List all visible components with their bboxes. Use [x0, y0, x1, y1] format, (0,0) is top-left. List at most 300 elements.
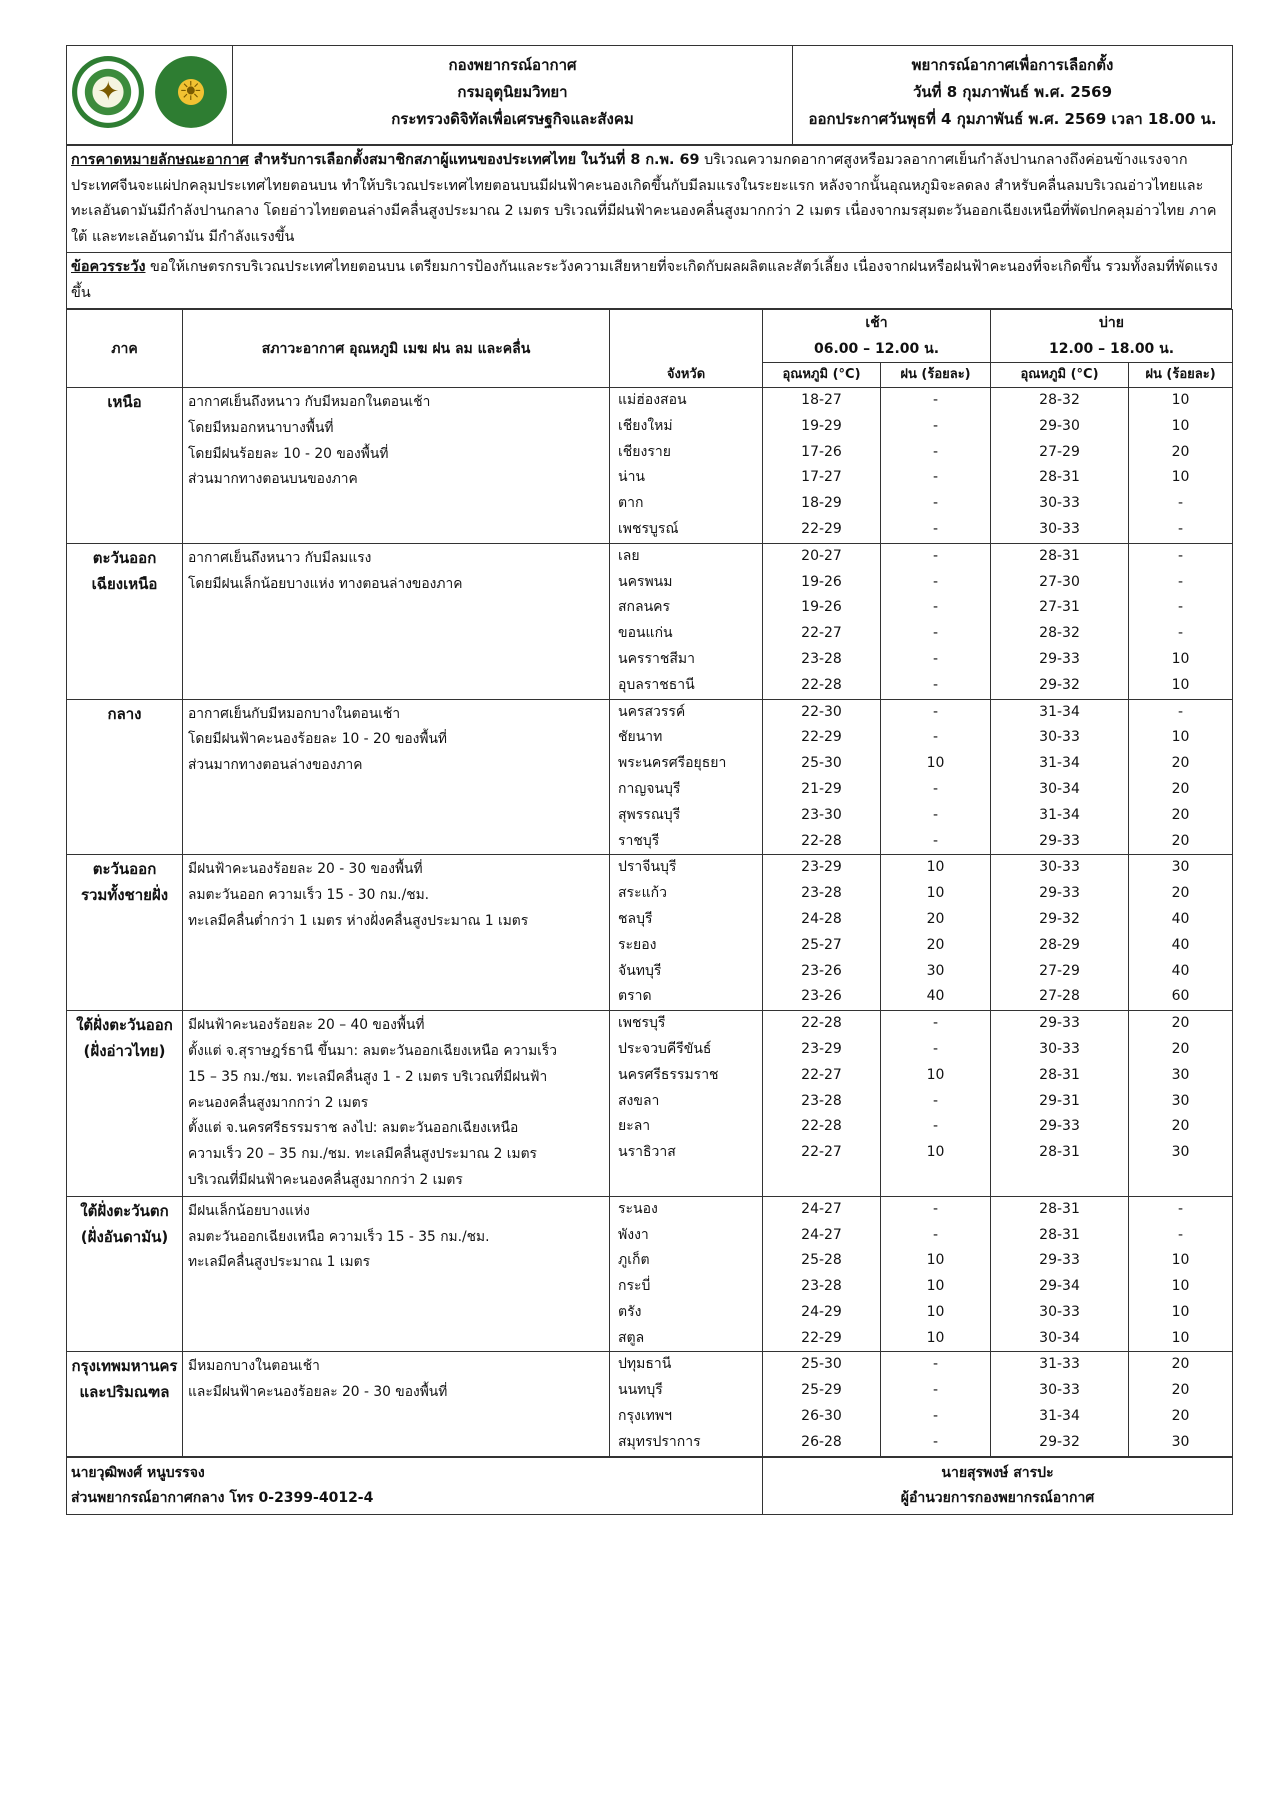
province-cell: [610, 1196, 763, 1352]
table-cell: 24-27: [801, 1226, 842, 1243]
region-row: [67, 855, 1233, 1011]
table-cell: -: [932, 417, 939, 434]
table-cell: 10: [1171, 469, 1190, 486]
table-cell: -: [932, 1433, 939, 1450]
table-cell: 10: [1171, 1278, 1190, 1295]
table-cell: 25-30: [801, 755, 842, 772]
region-name: ตะวันออก: [92, 860, 157, 879]
afternoon-temp-cell: [991, 699, 1129, 855]
caution-paragraph: [67, 253, 1232, 309]
condition-line: ตั้งแต่ จ.นครศรีธรรมราช ลงไป: ลมตะวันออกเฉียงเหนือ: [188, 1120, 519, 1137]
table-cell: -: [932, 599, 939, 616]
afternoon-rain-cell: [1129, 1352, 1233, 1456]
province-cell: [610, 855, 763, 1011]
table-cell: นครราชสีมา: [618, 650, 695, 667]
table-cell: -: [932, 1200, 939, 1217]
table-cell: 20: [1171, 1118, 1190, 1135]
region-name: และปริมณฑล: [79, 1383, 170, 1402]
table-cell: 20: [1171, 1408, 1190, 1425]
table-cell: 30: [1171, 1066, 1190, 1083]
forecast-paragraph: [67, 146, 1232, 253]
table-cell: 10: [926, 1252, 945, 1269]
table-cell: 30-33: [1039, 1040, 1080, 1057]
table-cell: 26-30: [801, 1408, 842, 1425]
afternoon-temp-cell: [991, 1352, 1129, 1456]
table-cell: 29-32: [1039, 910, 1080, 927]
table-cell: 10: [1171, 392, 1190, 408]
table-cell: -: [932, 1226, 939, 1243]
table-cell: ตรัง: [618, 1303, 642, 1320]
table-cell: 40: [926, 988, 945, 1005]
footer-contact: ส่วนพยากรณ์อากาศกลาง โทร 0-2399-4012-4: [71, 1489, 374, 1506]
table-cell: 31-34: [1039, 1408, 1080, 1425]
table-cell: 20: [1171, 885, 1190, 902]
table-cell: 28-32: [1039, 625, 1080, 642]
table-cell: 28-31: [1039, 547, 1080, 564]
table-cell: สกลนคร: [618, 599, 671, 616]
table-cell: 17-26: [801, 443, 842, 460]
table-cell: 30-34: [1039, 780, 1080, 797]
table-cell: 31-34: [1039, 703, 1080, 720]
doc-issued: ออกประกาศวันพุธที่ 4 กุมภาพันธ์ พ.ศ. 2569 เวลา 18.00 น.: [808, 110, 1217, 128]
col-morning: [763, 310, 991, 363]
table-cell: 29-33: [1039, 885, 1080, 902]
table-cell: สตูล: [618, 1329, 645, 1346]
footer-right: [763, 1457, 1233, 1514]
table-cell: ปทุมธานี: [618, 1356, 672, 1373]
table-cell: 28-31: [1039, 469, 1080, 486]
region-row: [67, 543, 1233, 699]
header-table: [66, 45, 1233, 145]
morning-rain-cell: [881, 1011, 991, 1197]
table-cell: ระยอง: [618, 936, 657, 953]
table-cell: -: [1177, 703, 1184, 720]
table-cell: 25-29: [801, 1382, 842, 1399]
table-cell: ขอนแก่น: [618, 625, 673, 642]
table-cell: -: [1177, 599, 1184, 616]
table-cell: -: [932, 703, 939, 720]
table-cell: 19-26: [801, 599, 842, 616]
table-cell: เพชรบูรณ์: [618, 520, 679, 537]
table-cell: -: [932, 573, 939, 590]
col-morning-temp: อุณหภูมิ (°C): [763, 363, 881, 388]
condition-cell: [183, 388, 610, 544]
footer-author: นายวุฒิพงศ์ หนูบรรจง: [71, 1464, 205, 1481]
table-cell: ชลบุรี: [618, 910, 653, 927]
morning-time: 06.00 – 12.00 น.: [813, 341, 940, 357]
region-name: ใต้ฝั่งตะวันออก: [76, 1016, 173, 1035]
table-cell: 31-33: [1039, 1356, 1080, 1373]
table-cell: 28-29: [1039, 936, 1080, 953]
condition-line: มีหมอกบางในตอนเช้า: [188, 1358, 320, 1375]
table-cell: 22-27: [801, 1066, 842, 1083]
col-afternoon-rain: ฝน (ร้อยละ): [1129, 363, 1233, 388]
table-cell: 31-34: [1039, 755, 1080, 772]
morning-rain-cell: [881, 388, 991, 544]
table-cell: -: [1177, 1200, 1184, 1217]
morning-rain-cell: [881, 699, 991, 855]
table-cell: -: [932, 1092, 939, 1109]
table-cell: 10: [1171, 417, 1190, 434]
forecast-lead: สำหรับการเลือกตั้งสมาชิกสภาผู้แทนของประเทศไทย ในวันที่ 8 ก.พ. 69: [248, 152, 700, 168]
region-row: [67, 1196, 1233, 1352]
table-cell: 29-33: [1039, 1015, 1080, 1032]
table-cell: 10: [926, 859, 945, 876]
morning-temp-cell: [763, 1352, 881, 1456]
table-cell: 20-27: [801, 547, 842, 564]
afternoon-temp-cell: [991, 855, 1129, 1011]
table-cell: 24-28: [801, 910, 842, 927]
table-cell: กาญจนบุรี: [618, 780, 681, 797]
condition-line: ทะเลมีคลื่นสูงประมาณ 1 เมตร: [188, 1254, 370, 1271]
table-cell: สระแก้ว: [618, 885, 667, 902]
morning-label: เช้า: [865, 315, 888, 331]
table-cell: -: [932, 832, 939, 849]
footer-director: นายสุรพงษ์ สารปะ: [941, 1464, 1054, 1481]
region-cell: [67, 1011, 183, 1197]
table-cell: 20: [1171, 1356, 1190, 1373]
table-cell: แม่ฮ่องสอน: [618, 392, 687, 408]
table-cell: 29-33: [1039, 832, 1080, 849]
afternoon-rain-cell: [1129, 1196, 1233, 1352]
table-cell: 10: [1171, 729, 1190, 746]
table-cell: -: [932, 392, 939, 408]
table-cell: 10: [926, 1278, 945, 1295]
table-cell: 30: [1171, 859, 1190, 876]
table-cell: 20: [926, 910, 945, 927]
org-header: [233, 46, 793, 145]
table-cell: 10: [1171, 1329, 1190, 1346]
table-cell: -: [1177, 495, 1184, 512]
province-cell: [610, 699, 763, 855]
table-cell: -: [932, 729, 939, 746]
table-cell: 29-33: [1039, 1252, 1080, 1269]
caution-label: ข้อควรระวัง: [71, 259, 146, 275]
condition-line: อากาศเย็นถึงหนาว กับมีหมอกในตอนเช้า: [188, 394, 431, 410]
region-name: (ฝั่งอันดามัน): [80, 1227, 169, 1246]
table-cell: ปราจีนบุรี: [618, 859, 677, 876]
region-cell: [67, 388, 183, 544]
table-cell: 24-27: [801, 1200, 842, 1217]
table-cell: 28-31: [1039, 1144, 1080, 1161]
table-cell: 10: [926, 1144, 945, 1161]
table-cell: 10: [1171, 676, 1190, 693]
region-name: (ฝั่งอ่าวไทย): [83, 1041, 166, 1060]
table-cell: 30-33: [1039, 859, 1080, 876]
table-cell: 29-30: [1039, 417, 1080, 434]
table-cell: 28-32: [1039, 392, 1080, 408]
table-cell: 30-33: [1039, 1382, 1080, 1399]
condition-line: ส่วนมากทางตอนล่างของภาค: [188, 757, 363, 774]
condition-line: มีฝนฟ้าคะนองร้อยละ 20 - 30 ของพื้นที่: [188, 861, 423, 878]
table-cell: 20: [1171, 1040, 1190, 1057]
table-cell: ตาก: [618, 495, 644, 512]
table-cell: 27-29: [1039, 443, 1080, 460]
table-cell: พระนครศรีอยุธยา: [618, 755, 727, 772]
table-cell: นนทบุรี: [618, 1382, 663, 1399]
region-name: ตะวันออก: [92, 548, 157, 567]
afternoon-temp-cell: [991, 388, 1129, 544]
table-cell: 22-28: [801, 1118, 842, 1135]
table-cell: 22-27: [801, 1144, 842, 1161]
forecast-label: การคาดหมายลักษณะอากาศ: [71, 152, 249, 168]
condition-cell: [183, 1011, 610, 1197]
region-row: [67, 699, 1233, 855]
morning-rain-cell: [881, 543, 991, 699]
table-cell: 30: [1171, 1433, 1190, 1450]
table-cell: 30: [926, 962, 945, 979]
table-cell: 10: [926, 1303, 945, 1320]
afternoon-label: บ่าย: [1099, 315, 1124, 331]
col-region: ภาค: [67, 310, 183, 388]
table-cell: 25-28: [801, 1252, 842, 1269]
caution-text: ขอให้เกษตรกรบริเวณประเทศไทยตอนบน เตรียมการป้องกันและระวังความเสียหายที่จะเกิดกับผลผลิตและสัตว์เลี้ยง เนื่องจากฝนหรือฝนฟ้าคะนองที่จะเกิดขึ้น รวมทั้งลมที่พัดแรงขึ้น: [71, 259, 1218, 301]
table-cell: ชัยนาท: [618, 729, 663, 746]
table-cell: นครพนม: [618, 573, 673, 590]
table-cell: 26-28: [801, 1433, 842, 1450]
footer-left: [67, 1457, 763, 1514]
table-cell: 20: [926, 936, 945, 953]
table-cell: -: [932, 625, 939, 642]
table-cell: 40: [1171, 910, 1190, 927]
table-cell: น่าน: [618, 469, 646, 486]
morning-temp-cell: [763, 1196, 881, 1352]
morning-temp-cell: [763, 855, 881, 1011]
afternoon-time: 12.00 – 18.00 น.: [1048, 341, 1175, 357]
weather-table: [66, 309, 1233, 1457]
province-cell: [610, 543, 763, 699]
table-cell: 10: [926, 885, 945, 902]
table-cell: -: [932, 547, 939, 564]
table-cell: 20: [1171, 1382, 1190, 1399]
afternoon-rain-cell: [1129, 543, 1233, 699]
condition-line: ทะเลมีคลื่นต่ำกว่า 1 เมตร ห่างฝั่งคลื่นสูงประมาณ 1 เมตร: [188, 912, 529, 929]
forecast-table: [66, 145, 1232, 309]
table-cell: 29-33: [1039, 650, 1080, 667]
condition-line: ตั้งแต่ จ.สุราษฎร์ธานี ขึ้นมา: ลมตะวันออกเฉียงเหนือ ความเร็ว: [188, 1042, 558, 1059]
table-cell: 22-29: [801, 1329, 842, 1346]
footer-director-title: ผู้อำนวยการกองพยากรณ์อากาศ: [900, 1489, 1095, 1506]
table-cell: 24-29: [801, 1303, 842, 1320]
morning-temp-cell: [763, 543, 881, 699]
condition-line: ลมตะวันออก ความเร็ว 15 - 30 กม./ชม.: [188, 887, 430, 904]
region-name: ใต้ฝั่งตะวันตก: [80, 1201, 169, 1220]
condition-line: มีฝนเล็กน้อยบางแห่ง: [188, 1202, 310, 1219]
col-condition: สภาวะอากาศ อุณหภูมิ เมฆ ฝน ลม และคลื่น: [183, 310, 610, 388]
org-line: กระทรวงดิจิทัลเพื่อเศรษฐกิจและสังคม: [391, 110, 634, 128]
table-cell: 27-31: [1039, 599, 1080, 616]
table-cell: 22-30: [801, 703, 842, 720]
table-cell: 10: [926, 1329, 945, 1346]
col-province-top: [610, 310, 763, 363]
table-cell: ราชบุรี: [618, 832, 660, 849]
table-cell: 20: [1171, 755, 1190, 772]
region-row: [67, 1352, 1233, 1456]
table-cell: -: [932, 676, 939, 693]
table-cell: -: [1177, 625, 1184, 642]
table-cell: 29-34: [1039, 1278, 1080, 1295]
table-cell: 29-33: [1039, 1118, 1080, 1135]
table-cell: นครสวรรค์: [618, 703, 686, 720]
table-cell: -: [932, 1408, 939, 1425]
condition-line: อากาศเย็นกับมีหมอกบางในตอนเช้า: [188, 705, 401, 722]
table-cell: -: [932, 1015, 939, 1032]
morning-rain-cell: [881, 1352, 991, 1456]
table-cell: กรุงเทพฯ: [618, 1408, 672, 1425]
table-cell: 23-26: [801, 962, 842, 979]
region-name: เฉียงเหนือ: [91, 574, 158, 593]
table-cell: 25-27: [801, 936, 842, 953]
table-cell: -: [932, 1118, 939, 1135]
table-cell: สมุทรปราการ: [618, 1433, 701, 1450]
table-cell: 18-27: [801, 392, 842, 408]
afternoon-rain-cell: [1129, 855, 1233, 1011]
morning-temp-cell: [763, 1011, 881, 1197]
table-cell: 17-27: [801, 469, 842, 486]
table-cell: 22-29: [801, 520, 842, 537]
table-cell: 18-29: [801, 495, 842, 512]
table-cell: เชียงราย: [618, 443, 671, 460]
table-cell: สุพรรณบุรี: [618, 806, 681, 823]
forecast-text: บริเวณความกดอากาศสูงหรือมวลอากาศเย็นกำลังปานกลางถึงค่อนข้างแรงจากประเทศจีนจะแผ่ปกคลุมประเทศไทยตอนบน ทำให้บริเวณประเทศไทยตอนบนมีฝนฟ้าคะนองเกิดขึ้นกับมีลมแรงในระยะแรก หลังจากนั้นอุณหภูมิจะลดลง สำหรับคลื่นลมบริเวณอ่าวไทยและทะเลอันดามันมีกำลังปานกลาง โดยอ่าวไทยตอนล่างมีคลื่นสูงประมาณ 2 เมตร บริเวณที่มีฝนฟ้าคะนองคลื่นสูงมากกว่า 2 เมตร เนื่องจากมรสุมตะวันออกเฉียงเหนือที่พัดปกคลุมอ่าวไทย ภาคใต้ และทะเลอันดามัน มีกำลังแรงขึ้น: [71, 152, 1217, 245]
table-cell: 10: [926, 755, 945, 772]
afternoon-rain-cell: [1129, 699, 1233, 855]
condition-line: โดยมีฝนร้อยละ 10 - 20 ของพื้นที่: [188, 445, 389, 462]
condition-line: โดยมีหมอกหนาบางพื้นที่: [188, 419, 334, 436]
condition-line: ลมตะวันออกเฉียงเหนือ ความเร็ว 15 - 35 กม./ชม.: [188, 1228, 490, 1245]
table-cell: 30-33: [1039, 1303, 1080, 1320]
condition-cell: [183, 543, 610, 699]
condition-cell: [183, 1352, 610, 1456]
table-cell: 60: [1171, 988, 1190, 1005]
condition-line: โดยมีฝนฟ้าคะนองร้อยละ 10 - 20 ของพื้นที่: [188, 731, 448, 748]
afternoon-rain-cell: [1129, 388, 1233, 544]
region-row: [67, 388, 1233, 544]
morning-temp-cell: [763, 699, 881, 855]
region-cell: [67, 699, 183, 855]
table-cell: ภูเก็ต: [618, 1252, 650, 1269]
table-cell: 22-28: [801, 832, 842, 849]
province-cell: [610, 1352, 763, 1456]
table-cell: 29-32: [1039, 1433, 1080, 1450]
table-cell: 28-31: [1039, 1066, 1080, 1083]
region-row: [67, 1011, 1233, 1197]
col-province: จังหวัด: [610, 363, 763, 388]
col-morning-rain: ฝน (ร้อยละ): [881, 363, 991, 388]
table-cell: 23-28: [801, 650, 842, 667]
region-name: กลาง: [107, 704, 142, 723]
table-cell: 20: [1171, 443, 1190, 460]
doc-header: [793, 46, 1233, 145]
table-cell: 23-30: [801, 806, 842, 823]
table-cell: 29-31: [1039, 1092, 1080, 1109]
col-afternoon: [991, 310, 1233, 363]
condition-line: มีฝนฟ้าคะนองร้อยละ 20 – 40 ของพื้นที่: [188, 1017, 425, 1034]
tmd-seal-icon: ☀: [155, 56, 227, 128]
table-cell: 30: [1171, 1144, 1190, 1161]
table-cell: 20: [1171, 832, 1190, 849]
table-cell: -: [1177, 520, 1184, 537]
table-cell: นครศรีธรรมราช: [618, 1066, 719, 1083]
table-cell: 22-29: [801, 729, 842, 746]
doc-date: วันที่ 8 กุมภาพันธ์ พ.ศ. 2569: [912, 83, 1113, 101]
table-cell: 20: [1171, 806, 1190, 823]
table-cell: 27-30: [1039, 573, 1080, 590]
table-cell: เพชรบุรี: [618, 1015, 666, 1032]
table-cell: 22-28: [801, 1015, 842, 1032]
table-cell: -: [1177, 547, 1184, 564]
table-cell: 29-32: [1039, 676, 1080, 693]
condition-line: บริเวณที่มีฝนฟ้าคะนองคลื่นสูงมากกว่า 2 เมตร: [188, 1171, 463, 1188]
afternoon-temp-cell: [991, 1196, 1129, 1352]
table-cell: -: [932, 1356, 939, 1373]
table-cell: 19-26: [801, 573, 842, 590]
table-cell: เชียงใหม่: [618, 417, 673, 434]
table-cell: 28-31: [1039, 1200, 1080, 1217]
table-cell: 30-33: [1039, 729, 1080, 746]
table-cell: -: [932, 495, 939, 512]
table-cell: พังงา: [618, 1226, 649, 1243]
table-cell: ตราด: [618, 988, 652, 1005]
table-cell: -: [932, 650, 939, 667]
region-cell: [67, 1196, 183, 1352]
logo-cell: [67, 46, 233, 145]
table-cell: 23-28: [801, 885, 842, 902]
table-cell: 23-26: [801, 988, 842, 1005]
table-cell: 22-28: [801, 676, 842, 693]
morning-rain-cell: [881, 855, 991, 1011]
table-cell: จันทบุรี: [618, 962, 662, 979]
condition-line: คะนองคลื่นสูงมากกว่า 2 เมตร: [188, 1094, 369, 1111]
table-cell: 27-28: [1039, 988, 1080, 1005]
table-cell: ประจวบคีรีขันธ์: [618, 1040, 712, 1057]
document-page: [66, 45, 1232, 1515]
table-cell: ระนอง: [618, 1200, 658, 1217]
table-cell: 25-30: [801, 1356, 842, 1373]
table-cell: เลย: [618, 547, 640, 564]
table-cell: -: [1177, 1226, 1184, 1243]
table-cell: 40: [1171, 936, 1190, 953]
table-cell: 20: [1171, 1015, 1190, 1032]
table-cell: -: [932, 1040, 939, 1057]
table-cell: 30: [1171, 1092, 1190, 1109]
table-cell: 28-31: [1039, 1226, 1080, 1243]
condition-cell: [183, 699, 610, 855]
table-cell: สงขลา: [618, 1092, 660, 1109]
table-cell: -: [932, 469, 939, 486]
org-line: กองพยากรณ์อากาศ: [448, 56, 577, 74]
table-cell: นราธิวาส: [618, 1144, 676, 1161]
org-line: กรมอุตุนิยมวิทยา: [457, 83, 568, 101]
region-cell: [67, 855, 183, 1011]
condition-line: และมีฝนฟ้าคะนองร้อยละ 20 - 30 ของพื้นที่: [188, 1384, 448, 1401]
condition-line: ความเร็ว 20 – 35 กม./ชม. ทะเลมีคลื่นสูงประมาณ 2 เมตร: [188, 1146, 537, 1163]
condition-line: 15 – 35 กม./ชม. ทะเลมีคลื่นสูง 1 - 2 เมตร บริเวณที่มีฝนฟ้า: [188, 1068, 548, 1085]
table-cell: -: [932, 1382, 939, 1399]
table-cell: 22-27: [801, 625, 842, 642]
condition-line: อากาศเย็นถึงหนาว กับมีลมแรง: [188, 549, 372, 566]
condition-line: โดยมีฝนเล็กน้อยบางแห่ง ทางตอนล่างของภาค: [188, 575, 463, 592]
region-name: รวมทั้งชายฝั่ง: [80, 886, 169, 905]
table-cell: -: [932, 520, 939, 537]
condition-line: ส่วนมากทางตอนบนของภาค: [188, 471, 358, 488]
region-cell: [67, 1352, 183, 1456]
table-cell: -: [932, 780, 939, 797]
table-cell: 23-29: [801, 1040, 842, 1057]
table-cell: -: [1177, 573, 1184, 590]
condition-cell: [183, 855, 610, 1011]
doc-title: พยากรณ์อากาศเพื่อการเลือกตั้ง: [911, 56, 1114, 74]
